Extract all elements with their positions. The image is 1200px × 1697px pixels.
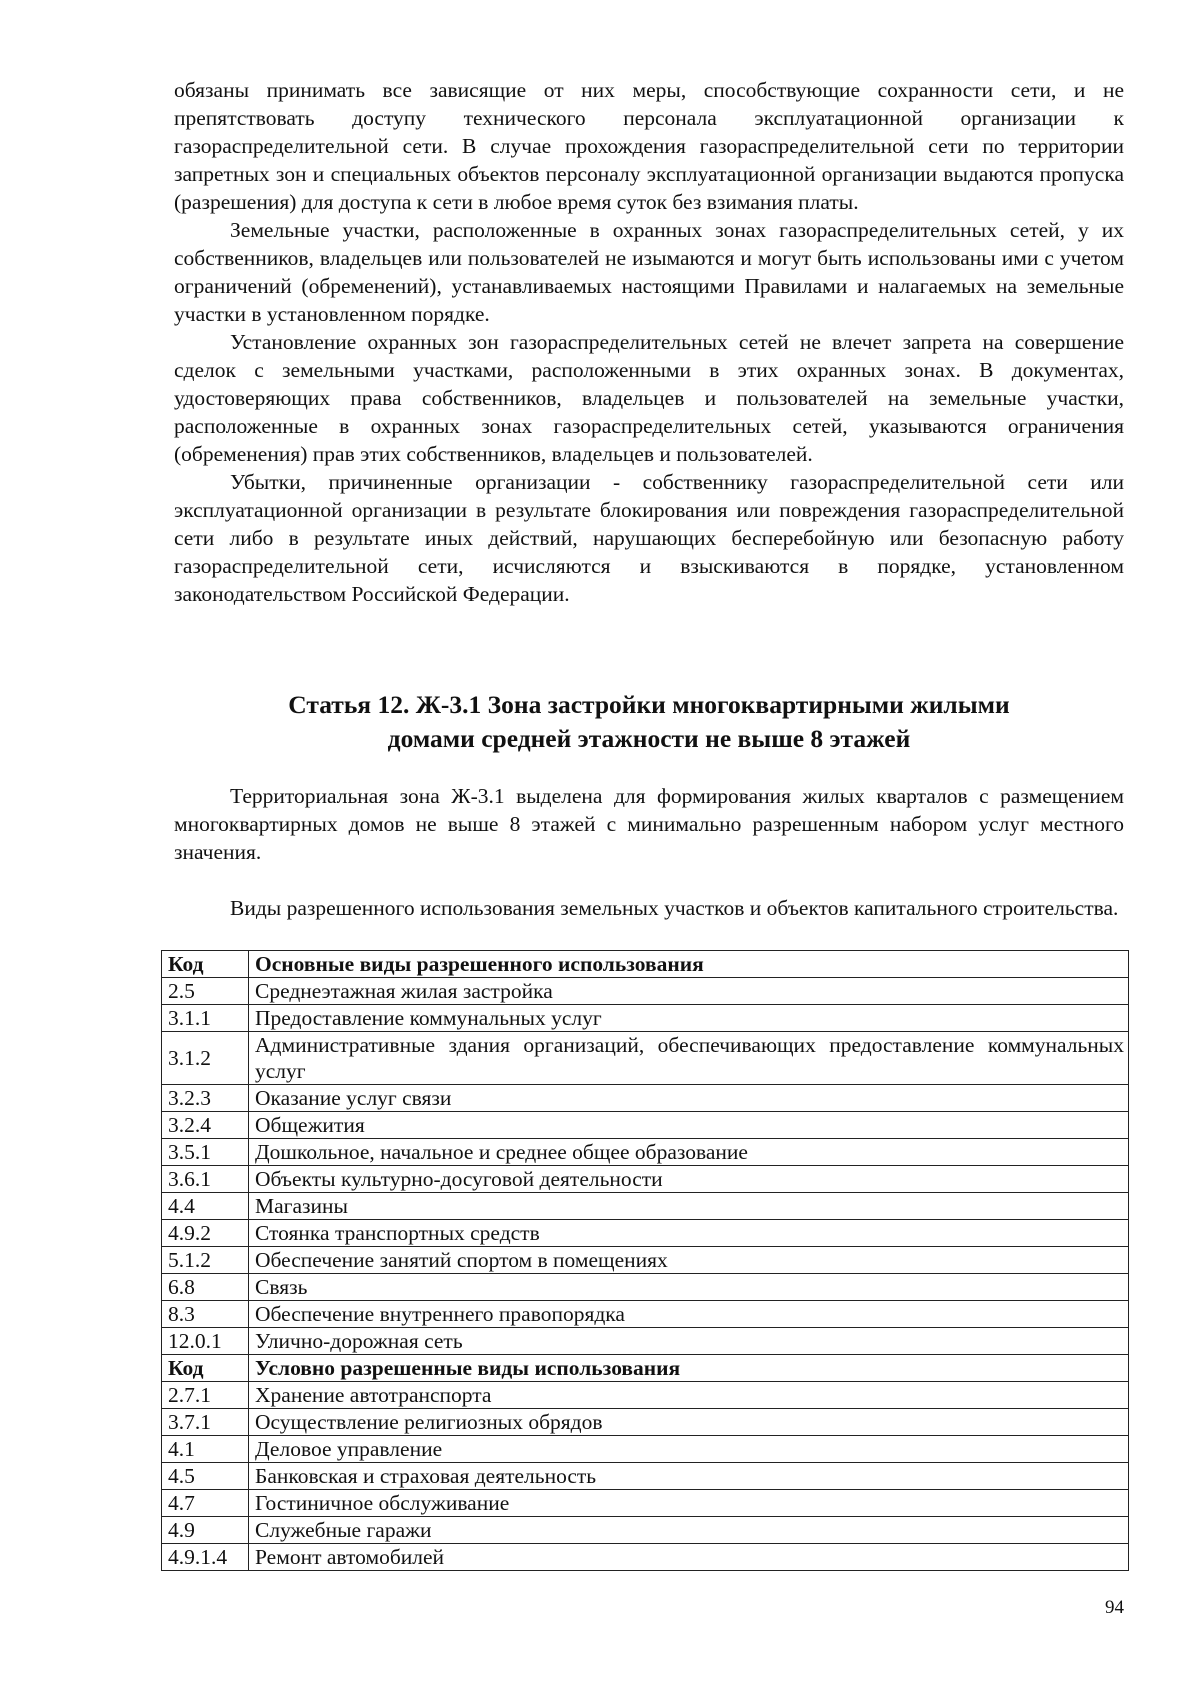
table-row (162, 978, 1129, 1005)
row-code: 5.1.2 (162, 1247, 249, 1274)
page-number: 94 (1105, 1597, 1124, 1618)
table-row (162, 1544, 1129, 1571)
row-label: Магазины (249, 1193, 1129, 1220)
row-code: 12.0.1 (162, 1328, 249, 1355)
paragraph-land-plots: Земельные участки, расположенные в охранных зонах газораспределительных сетей, у их собственников, владельцев или пользователей не изымаются и могут быть использованы ими с учетом ограничений (обременений), устанавливаемых настоящими Правилами и налагаемых на земельные участки в установленном порядке. (174, 218, 1124, 326)
row-code: 3.1.2 (162, 1032, 249, 1085)
row-label: Улично-дорожная сеть (249, 1328, 1129, 1355)
row-label: Административные здания организаций, обеспечивающих предоставление коммунальных услуг (249, 1032, 1129, 1085)
row-label: Хранение автотранспорта (249, 1382, 1129, 1409)
row-label: Осуществление религиозных обрядов (249, 1409, 1129, 1436)
row-code: 6.8 (162, 1274, 249, 1301)
row-label: Деловое управление (249, 1436, 1129, 1463)
table-row (162, 1274, 1129, 1301)
row-code: 4.9.1.4 (162, 1544, 249, 1571)
row-code: 8.3 (162, 1301, 249, 1328)
table-row (162, 1409, 1129, 1436)
table-row (162, 1166, 1129, 1193)
row-code: 3.2.4 (162, 1112, 249, 1139)
header-code-cell: Код (162, 1355, 249, 1382)
row-code: 4.9.2 (162, 1220, 249, 1247)
top-text-block (174, 76, 1124, 608)
row-code: 4.7 (162, 1490, 249, 1517)
table-row (162, 1247, 1129, 1274)
table-row (162, 1032, 1129, 1085)
row-label: Обеспечение занятий спортом в помещениях (249, 1247, 1129, 1274)
table-row (162, 1301, 1129, 1328)
table-row (162, 1517, 1129, 1544)
table-row (162, 1005, 1129, 1032)
table-caption: Виды разрешенного использования земельных участков и объектов капитального строительства. (230, 896, 1119, 920)
row-code: 3.6.1 (162, 1166, 249, 1193)
row-label: Банковская и страховая деятельность (249, 1463, 1129, 1490)
article-heading (174, 688, 1124, 756)
row-label: Гостиничное обслуживание (249, 1490, 1129, 1517)
row-code: 4.4 (162, 1193, 249, 1220)
row-label: Ремонт автомобилей (249, 1544, 1129, 1571)
header-label-cell: Условно разрешенные виды использования (249, 1355, 1129, 1382)
table-row (162, 1436, 1129, 1463)
table-row (162, 1139, 1129, 1166)
table-row (162, 1193, 1129, 1220)
table-row (162, 1490, 1129, 1517)
permitted-use-table (161, 950, 1129, 1571)
table-row (162, 1085, 1129, 1112)
zone-intro-paragraph: Территориальная зона Ж-3.1 выделена для формирования жилых кварталов с размещением многоквартирных домов не выше 8 этажей с минимально разрешенным набором услуг местного значения. (174, 784, 1124, 864)
paragraph-losses: Убытки, причиненные организации - собственнику газораспределительной сети или эксплуатационной организации в результате блокирования или повреждения газораспределительной сети либо в результате иных действий, нарушающих бесперебойную или безопасную работу газораспределительной сети, исчисляются и взыскиваются в порядке, установленном законодательством Российской Федерации. (174, 470, 1124, 606)
row-code: 2.5 (162, 978, 249, 1005)
row-label: Стоянка транспортных средств (249, 1220, 1129, 1247)
article-heading-line1: Статья 12. Ж-3.1 Зона застройки многоквартирными жилыми (288, 690, 1010, 719)
header-label-cell: Основные виды разрешенного использования (249, 951, 1129, 978)
table-row (162, 1112, 1129, 1139)
table-row (162, 1220, 1129, 1247)
row-label: Оказание услуг связи (249, 1085, 1129, 1112)
table-row (162, 1382, 1129, 1409)
table-row (162, 1328, 1129, 1355)
intro-block (174, 782, 1124, 866)
paragraph-continuation: обязаны принимать все зависящие от них меры, способствующие сохранности сети, и не препятствовать доступу технического персонала эксплуатационной организации к газораспределительной сети. В случае прохождения газораспределительной сети по территории запретных зон и специальных объектов персоналу эксплуатационной организации выдаются пропуска (разрешения) для доступа к сети в любое время суток без взимания платы. (174, 78, 1124, 214)
table-header-conditional (162, 1355, 1129, 1382)
row-code: 2.7.1 (162, 1382, 249, 1409)
row-label: Среднеэтажная жилая застройка (249, 978, 1129, 1005)
table-header-main (162, 951, 1129, 978)
row-label: Общежития (249, 1112, 1129, 1139)
row-label: Обеспечение внутреннего правопорядка (249, 1301, 1129, 1328)
header-code-cell: Код (162, 951, 249, 978)
row-label: Связь (249, 1274, 1129, 1301)
row-code: 3.1.1 (162, 1005, 249, 1032)
row-code: 3.2.3 (162, 1085, 249, 1112)
row-label: Служебные гаражи (249, 1517, 1129, 1544)
row-label: Предоставление коммунальных услуг (249, 1005, 1129, 1032)
row-code: 4.9 (162, 1517, 249, 1544)
article-heading-line2: домами средней этажности не выше 8 этажей (387, 724, 911, 753)
row-label: Объекты культурно-досуговой деятельности (249, 1166, 1129, 1193)
table-row (162, 1463, 1129, 1490)
paragraph-protection-zones: Установление охранных зон газораспределительных сетей не влечет запрета на совершение сделок с земельными участками, расположенными в этих охранных зонах. В документах, удостоверяющих права собственников, владельцев и пользователей на земельные участки, расположенные в охранных зонах газораспределительных сетей, указываются ограничения (обременения) прав этих собственников, владельцев и пользователей. (174, 330, 1124, 466)
row-code: 3.7.1 (162, 1409, 249, 1436)
row-code: 4.5 (162, 1463, 249, 1490)
row-code: 3.5.1 (162, 1139, 249, 1166)
row-label: Дошкольное, начальное и среднее общее образование (249, 1139, 1129, 1166)
row-code: 4.1 (162, 1436, 249, 1463)
caption-block (174, 894, 1124, 922)
